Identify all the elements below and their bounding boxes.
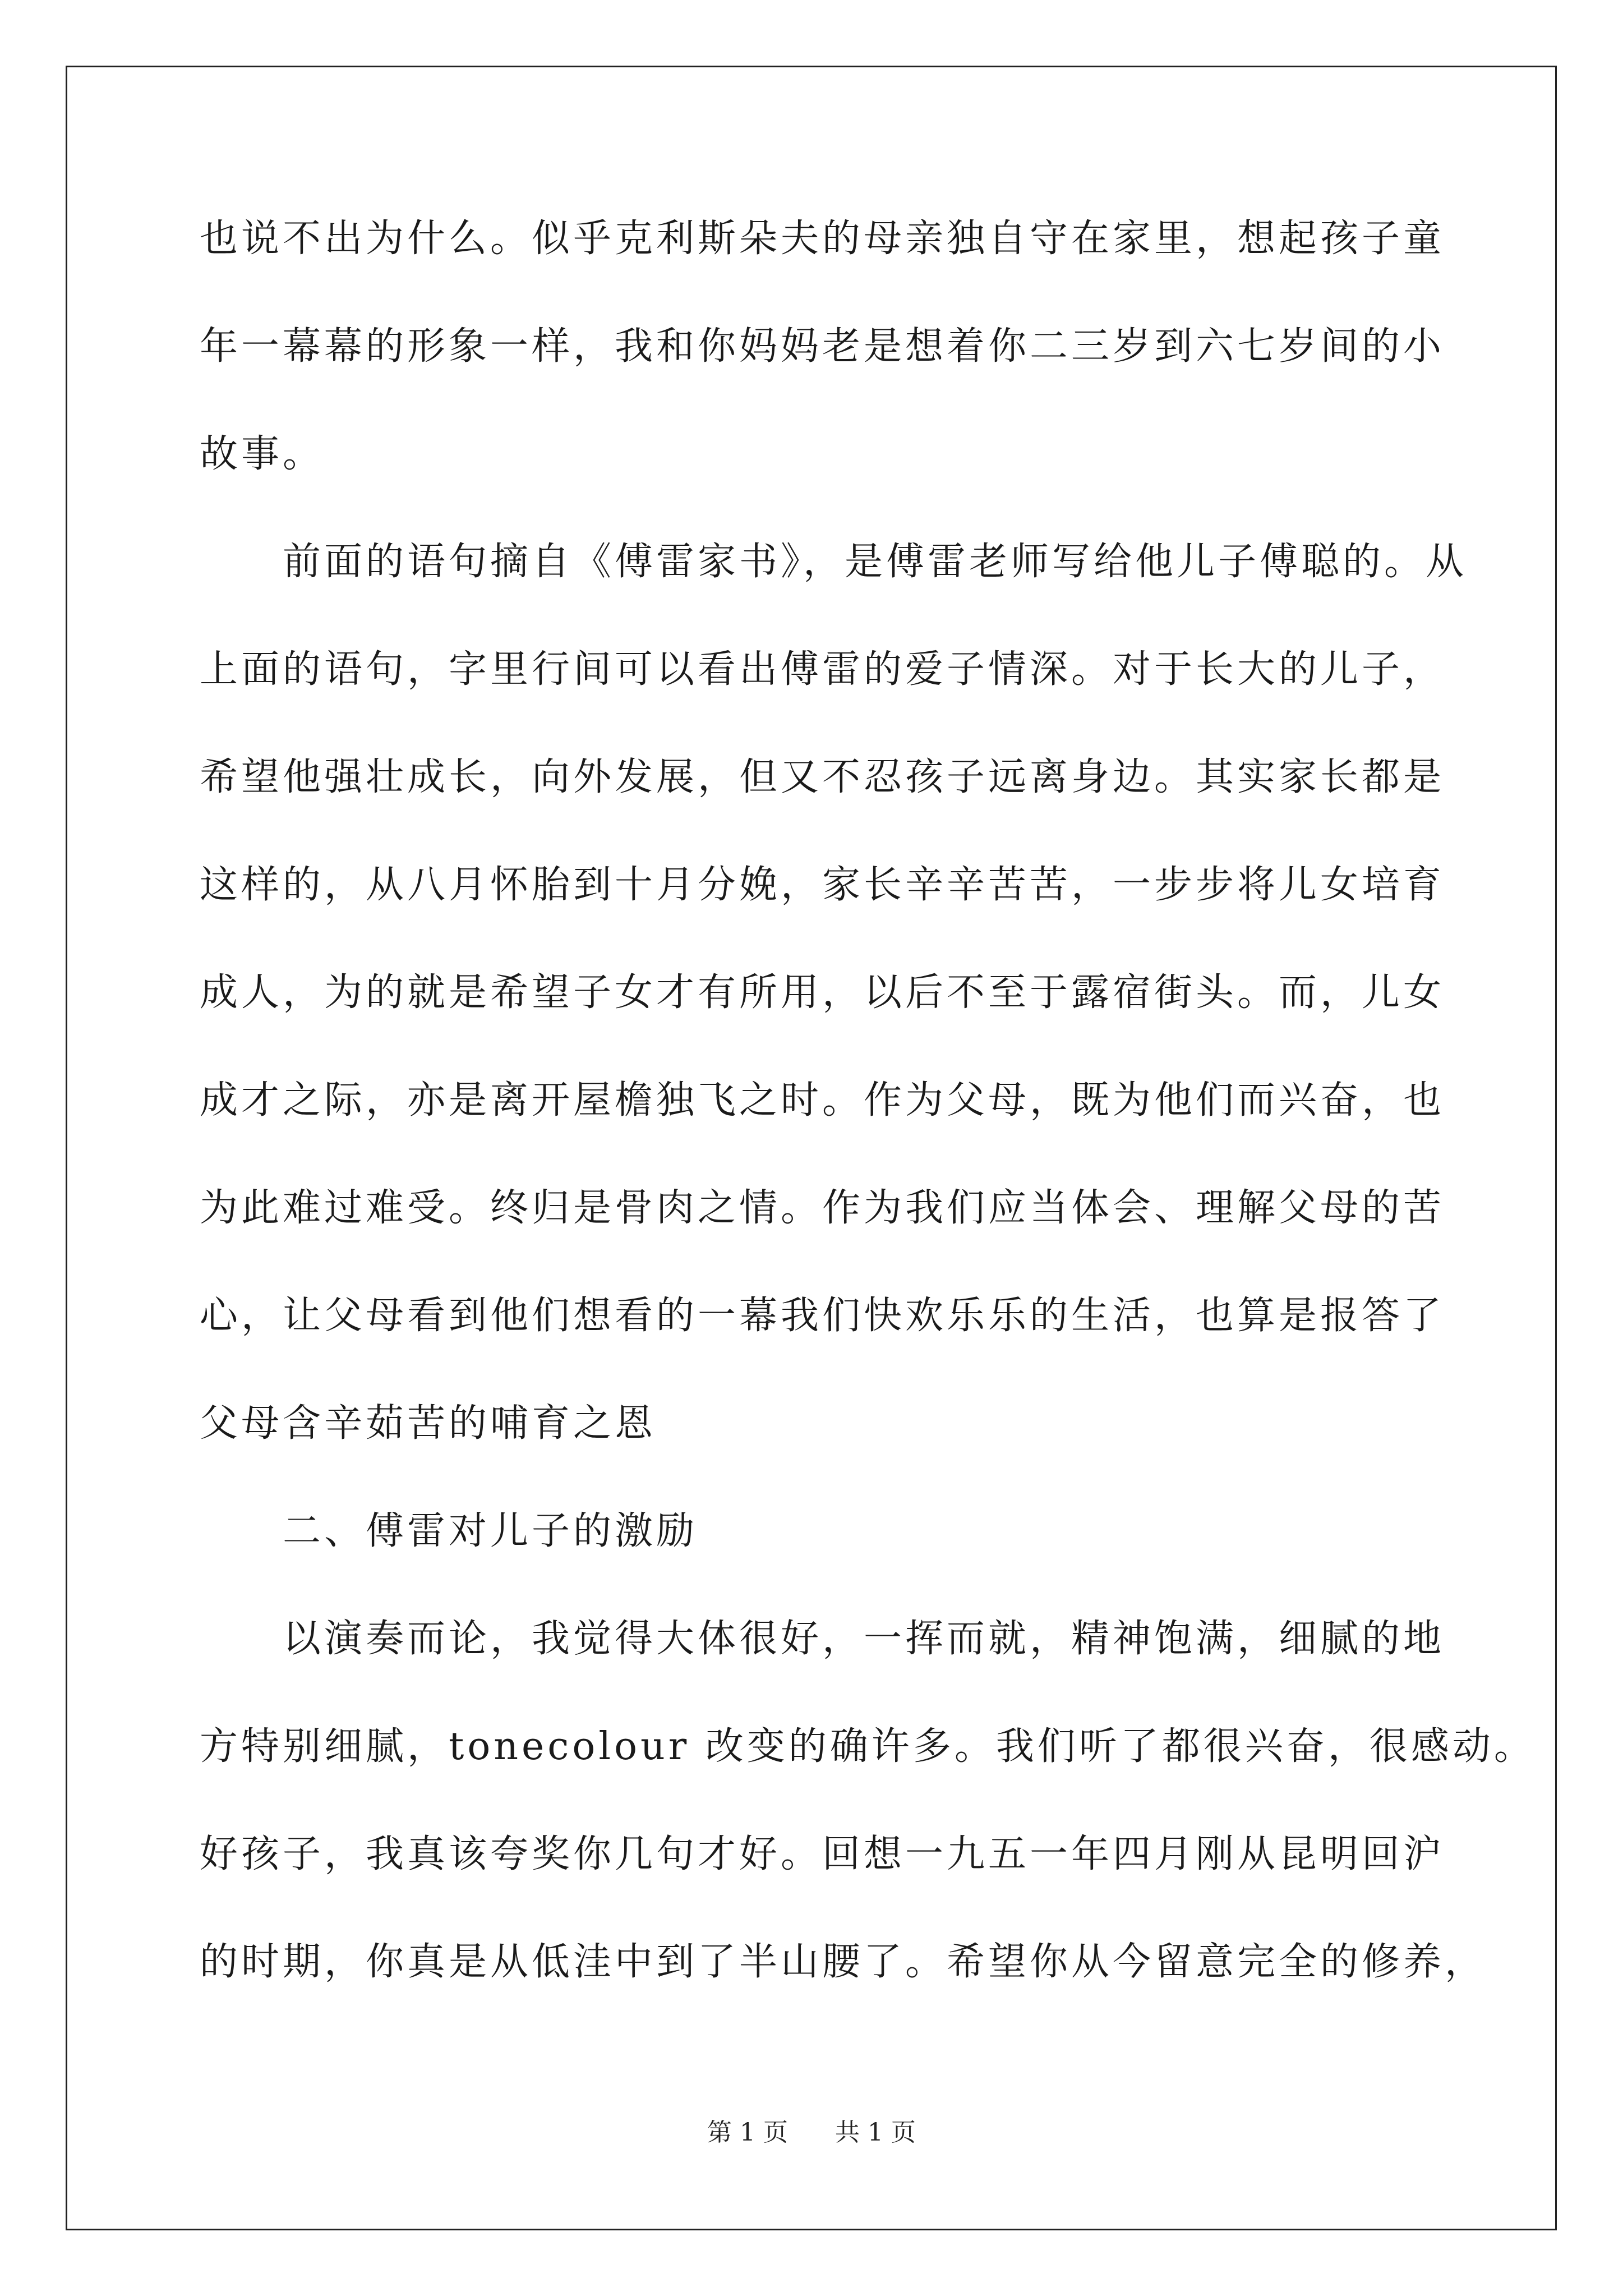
heading-text: 二、傅雷对儿子的激励 — [283, 1509, 698, 1553]
text-line: 年一幕幕的形象一样，我和你妈妈老是想着你二三岁到六七岁间的小 — [200, 324, 1445, 369]
text-line: 上面的语句，字里行间可以看出傅雷的爱子情深。对于长大的儿子， — [200, 647, 1445, 692]
page-number: 第 1 页 — [707, 2118, 789, 2147]
paragraph-2 — [200, 535, 1468, 1451]
page-footer — [0, 2112, 1623, 2148]
section-heading — [200, 1504, 1433, 1558]
text-line: 前面的语句摘自《傅雷家书》，是傅雷老师写给他儿子傅聪的。从 — [283, 540, 1468, 584]
text-line: 以演奏而论，我觉得大体很好，一挥而就，精神饱满，细腻的地 — [283, 1617, 1445, 1661]
text-line: 成才之际，亦是离开屋檐独飞之时。作为父母，既为他们而兴奋，也 — [200, 1078, 1445, 1122]
text-line: 的时期，你真是从低洼中到了半山腰了。希望你从今留意完全的修养， — [200, 1940, 1487, 1984]
text-line: 父母含辛茹苦的哺育之恩 — [200, 1401, 657, 1446]
text-line: 故事。 — [200, 432, 325, 476]
text-line: 心，让父母看到他们想看的一幕我们快欢乐乐的生活，也算是报答了 — [200, 1294, 1445, 1338]
document-body — [200, 212, 1536, 2043]
text-line: 好孩子，我真该夸奖你几句才好。回想一九五一年四月刚从昆明回沪 — [200, 1832, 1445, 1876]
page-total: 共 1 页 — [834, 2118, 916, 2147]
footer-spacer — [796, 2118, 827, 2147]
text-line: 这样的，从八月怀胎到十月分娩，家长辛辛苦苦，一步步将儿女培育 — [200, 863, 1445, 907]
text-line: 成人，为的就是希望子女才有所用，以后不至于露宿街头。而，儿女 — [200, 970, 1445, 1015]
text-line: 也说不出为什么。似乎克利斯朵夫的母亲独自守在家里，想起孩子童 — [200, 217, 1445, 261]
text-line: 为此难过难受。终归是骨肉之情。作为我们应当体会、理解父母的苦 — [200, 1186, 1445, 1230]
paragraph-3 — [200, 1612, 1536, 1989]
paragraph-1 — [200, 212, 1445, 481]
text-line: 方特别细腻，tonecolour 改变的确许多。我们听了都很兴奋，很感动。 — [200, 1724, 1536, 1769]
text-line: 希望他强壮成长，向外发展，但又不忍孩子远离身边。其实家长都是 — [200, 755, 1445, 799]
